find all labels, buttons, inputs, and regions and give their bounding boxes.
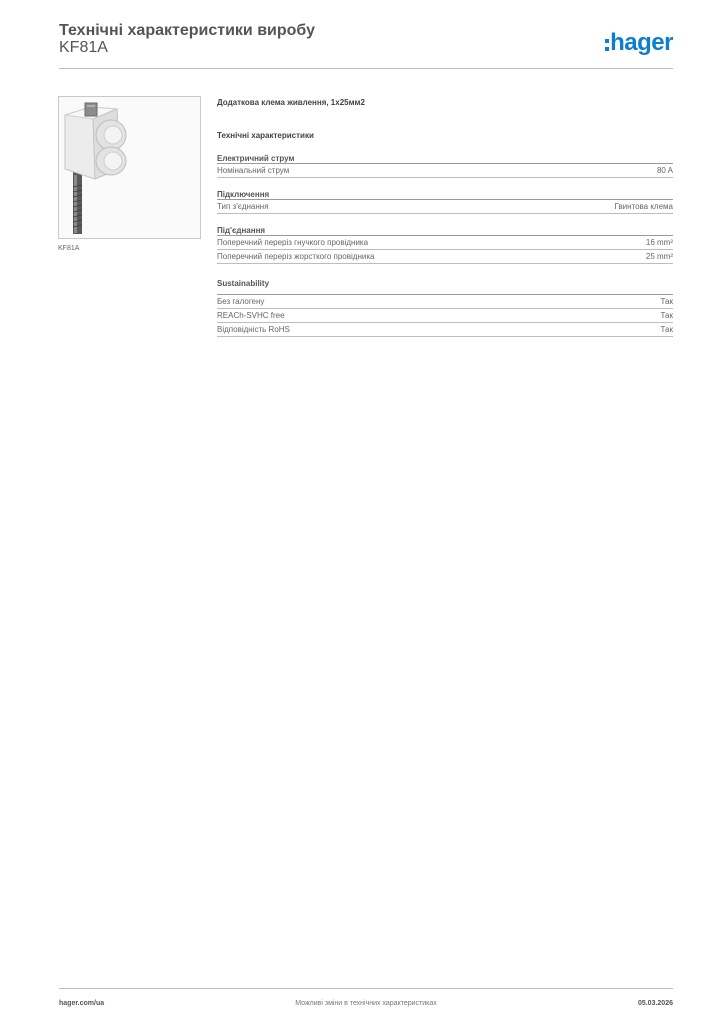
spec-row (217, 309, 673, 323)
spec-value: 16 mm² (645, 238, 673, 247)
spec-group-title: Sustainability (217, 279, 270, 288)
spec-value: Так (660, 325, 673, 334)
specifications (217, 96, 673, 337)
product-name: Додаткова клема живлення, 1x25мм2 (217, 98, 365, 107)
spec-group-title: Під'єднання (217, 225, 673, 236)
spec-group-sustainability (217, 278, 673, 337)
spec-label: Відповідність RoHS (217, 325, 290, 334)
spec-row (217, 295, 673, 309)
specs-heading: Технічні характеристики (217, 131, 314, 140)
spec-group-title: Електричний струм (217, 153, 673, 164)
spec-row (217, 323, 673, 337)
spec-label: Без галогену (217, 297, 265, 306)
page-header (59, 22, 673, 69)
spec-row (217, 200, 673, 214)
spec-value: Так (660, 311, 673, 320)
terminal-clamp-illustration (59, 97, 200, 238)
spec-value: 25 mm² (645, 252, 673, 261)
spec-label: REACh-SVHC free (217, 311, 285, 320)
spec-group-connection (217, 189, 673, 214)
document-title: Технічні характеристики виробу (59, 22, 315, 39)
footer-date: 05.03.2026 (637, 1000, 673, 1007)
spec-value: Так (660, 297, 673, 306)
product-code: KF81A (59, 39, 108, 56)
spec-value: Гвинтова клема (614, 202, 673, 211)
spec-label: Тип з'єднання (217, 202, 269, 211)
spec-label: Поперечний переріз жорсткого провідника (217, 252, 375, 261)
spec-value: 80 A (656, 166, 673, 175)
product-image-caption: KF81A (58, 245, 80, 252)
spec-group-title: Підключення (217, 189, 673, 200)
logo-text: hager (610, 29, 673, 56)
logo-dots-icon (605, 39, 609, 51)
footer-disclaimer: Можливі зміни в технічних характеристиках (295, 1000, 437, 1007)
product-image (58, 96, 201, 239)
footer-website-link[interactable]: hager.com/ua (59, 1000, 105, 1007)
spec-row (217, 250, 673, 264)
page-footer (59, 988, 673, 1012)
hager-logo (605, 30, 673, 56)
spec-group-conductors (217, 225, 673, 264)
spec-group-electric-current (217, 153, 673, 178)
spec-row (217, 236, 673, 250)
spec-label: Поперечний переріз гнучкого провідника (217, 238, 369, 247)
spec-row (217, 164, 673, 178)
spec-label: Номінальний струм (217, 166, 290, 175)
